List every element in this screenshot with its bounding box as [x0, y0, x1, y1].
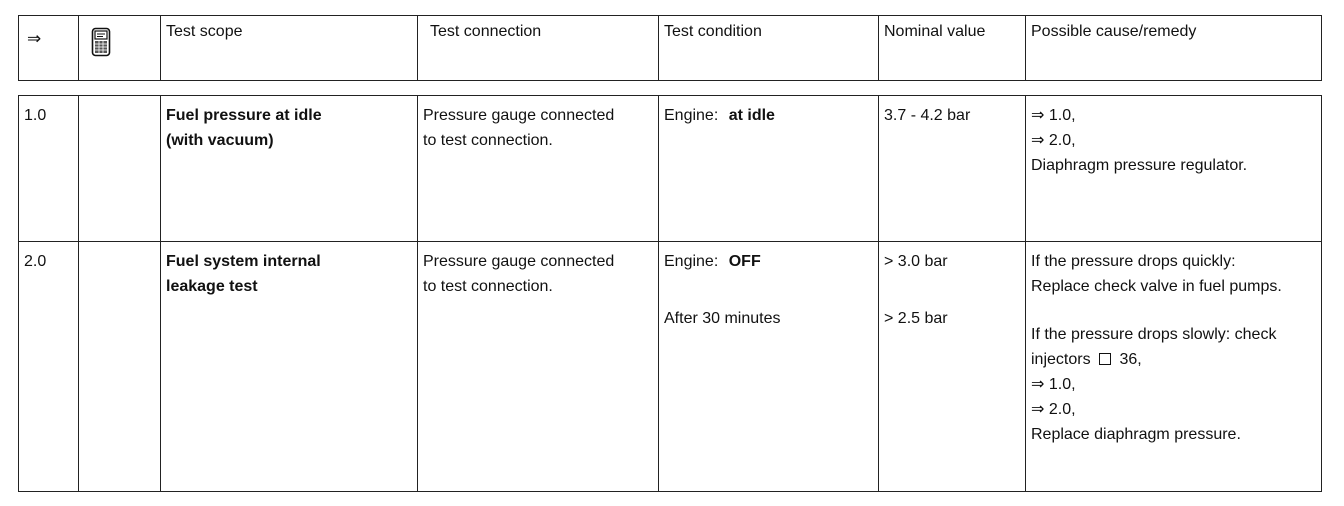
cause-line: ⇒ 2.0, [1031, 132, 1076, 149]
cause-cell [1026, 242, 1322, 492]
condition-after: After 30 minutes [664, 310, 781, 327]
cause-line: ⇒ 2.0, [1031, 401, 1076, 418]
connection-line: Pressure gauge connected [423, 253, 615, 270]
spacer [664, 274, 878, 306]
connection-line: to test connection. [423, 132, 553, 149]
step-number: 2.0 [19, 242, 79, 492]
cause-reference: 36, [1119, 351, 1142, 368]
connection-line: Pressure gauge connected [423, 107, 615, 124]
cause-line: Replace check valve in fuel pumps. [1031, 278, 1282, 295]
test-table [18, 95, 1322, 492]
cause-line: Diaphragm pressure regulator. [1031, 157, 1248, 174]
condition-prefix: Engine: [664, 107, 719, 124]
cause-line: If the pressure drops slowly: check [1031, 326, 1277, 343]
header-test-connection: Test connection [418, 16, 659, 81]
header-test-scope: Test scope [161, 16, 418, 81]
empty-cell [79, 96, 161, 242]
nominal-value: > 2.5 bar [884, 310, 948, 327]
header-test-condition: Test condition [659, 16, 879, 81]
scope-line: Fuel pressure at idle [166, 107, 322, 124]
table-row [19, 242, 1322, 492]
cause-cell [1026, 96, 1322, 242]
cause-line: ⇒ 1.0, [1031, 107, 1076, 124]
cause-text: injectors [1031, 351, 1091, 368]
spacer [884, 274, 1025, 306]
test-box-icon [91, 27, 111, 57]
cause-line [1031, 347, 1321, 372]
condition-line [664, 249, 878, 274]
empty-cell [79, 242, 161, 492]
header-arrow: ⇒ [19, 16, 79, 81]
nominal-value: > 3.0 bar [884, 253, 948, 270]
spacer [1031, 299, 1321, 322]
step-number: 1.0 [19, 96, 79, 242]
header-row [19, 16, 1322, 81]
cause-line: Replace diaphragm pressure. [1031, 426, 1241, 443]
header-icon-cell [79, 16, 161, 81]
header-possible-cause: Possible cause/remedy [1026, 16, 1322, 81]
table-row [19, 96, 1322, 242]
test-condition-cell [659, 242, 879, 492]
test-connection-cell [418, 242, 659, 492]
test-scope-cell [161, 242, 418, 492]
test-condition-cell [659, 96, 879, 242]
test-scope-cell [161, 96, 418, 242]
condition-value: at idle [728, 107, 775, 124]
scope-line: Fuel system internal [166, 253, 321, 270]
scope-line: leakage test [166, 278, 258, 295]
cause-line: If the pressure drops quickly: [1031, 253, 1236, 270]
cause-line: ⇒ 1.0, [1031, 376, 1076, 393]
condition-prefix: Engine: [664, 253, 719, 270]
condition-value: OFF [728, 253, 761, 270]
nominal-value-cell [879, 242, 1026, 492]
header-table [18, 15, 1322, 81]
nominal-value-cell: 3.7 - 4.2 bar [879, 96, 1026, 242]
connection-line: to test connection. [423, 278, 553, 295]
header-nominal-value: Nominal value [879, 16, 1026, 81]
scope-line: (with vacuum) [166, 132, 274, 149]
test-connection-cell [418, 96, 659, 242]
page-reference-icon [1099, 353, 1111, 365]
